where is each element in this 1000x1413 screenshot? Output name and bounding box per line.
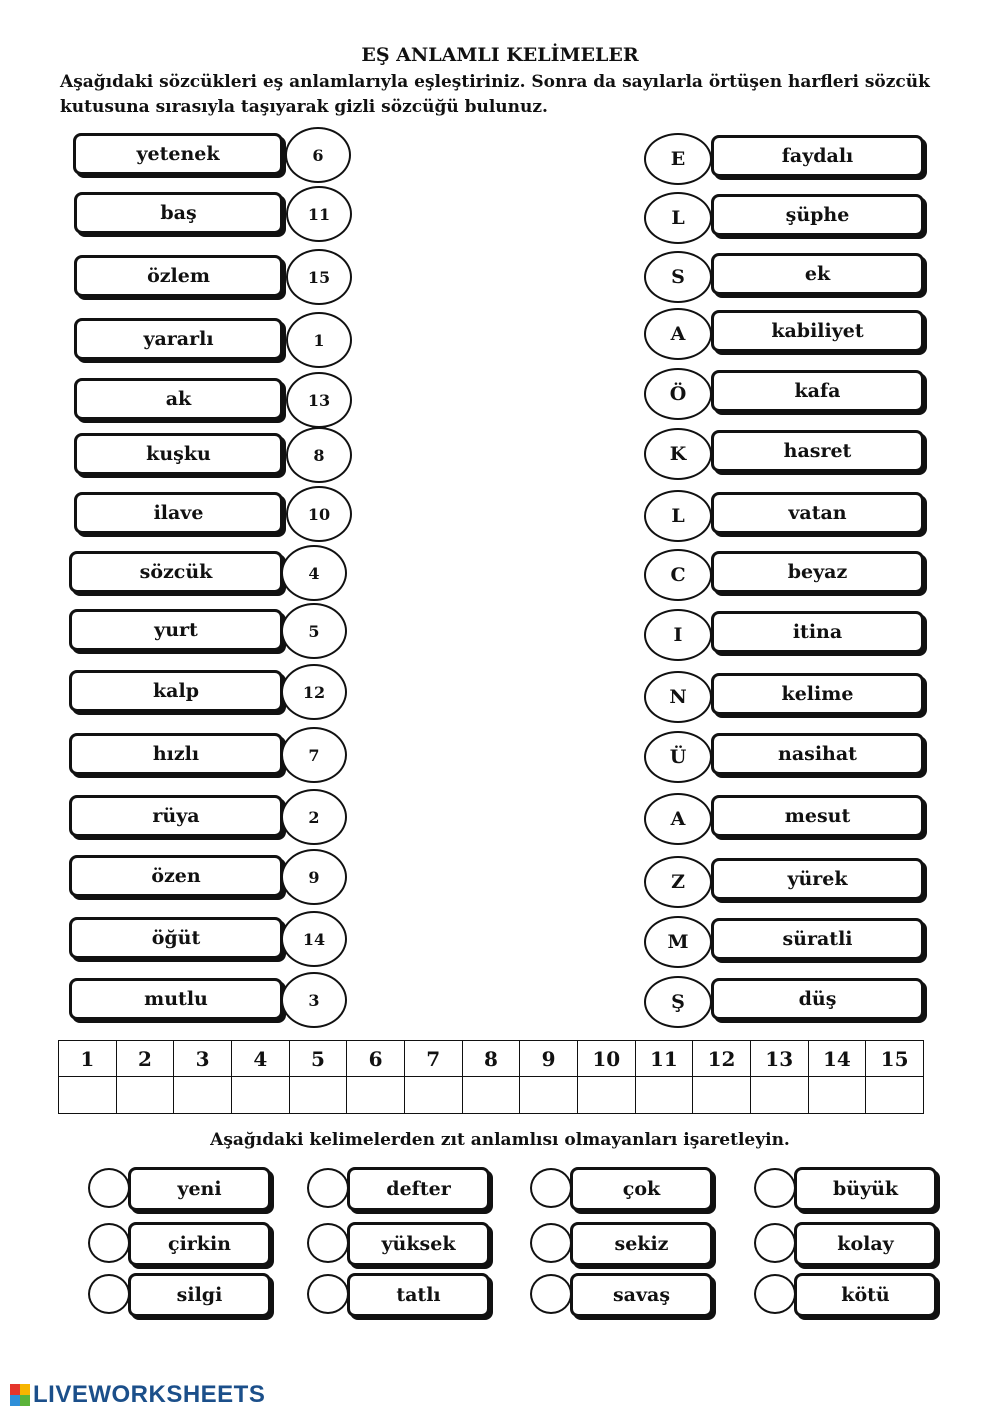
right-word-box: şüphe (711, 194, 924, 236)
antonym-checkbox[interactable] (88, 1223, 130, 1263)
grid-number-cell: 4 (231, 1041, 289, 1077)
left-word-box: hızlı (69, 733, 283, 775)
right-letter-circle: E (644, 133, 712, 185)
antonym-word-box: büyük (794, 1167, 937, 1211)
logo-icon (10, 1384, 30, 1406)
left-word-box: özen (69, 855, 283, 897)
right-letter-circle: L (644, 490, 712, 542)
left-word-box: ilave (74, 492, 283, 534)
antonym-word-box: silgi (128, 1273, 271, 1317)
right-word-box: hasret (711, 430, 924, 472)
antonym-checkbox[interactable] (754, 1168, 796, 1208)
antonym-instruction: Aşağıdaki kelimelerden zıt anlamlısı olmayanları işaretleyin. (210, 1130, 790, 1150)
right-letter-circle: I (644, 609, 712, 661)
left-word-box: yurt (69, 609, 283, 651)
right-letter-circle: Ş (644, 976, 712, 1028)
left-number-circle: 2 (281, 789, 347, 845)
grid-number-cell: 6 (347, 1041, 405, 1077)
grid-answer-cell[interactable] (174, 1077, 232, 1114)
grid-number-cell: 1 (59, 1041, 117, 1077)
antonym-checkbox[interactable] (530, 1168, 572, 1208)
grid-answer-cell[interactable] (808, 1077, 866, 1114)
grid-answer-cell[interactable] (231, 1077, 289, 1114)
grid-number-cell: 11 (635, 1041, 693, 1077)
antonym-word-box: sekiz (570, 1222, 713, 1266)
grid-answer-cell[interactable] (866, 1077, 924, 1114)
antonym-checkbox[interactable] (530, 1223, 572, 1263)
instruction-text: Aşağıdaki sözcükleri eş anlamlarıyla eşleştiriniz. Sonra da sayılarla örtüşen harfleri sözcük kutusuna sırasıyla taşıyarak gizli sözcüğü bulunuz. (60, 72, 930, 117)
right-word-box: itina (711, 611, 924, 653)
grid-answer-cell[interactable] (404, 1077, 462, 1114)
left-number-circle: 11 (286, 186, 352, 242)
left-word-box: baş (74, 192, 283, 234)
right-letter-circle: M (644, 916, 712, 968)
left-number-circle: 12 (281, 664, 347, 720)
left-number-circle: 4 (281, 545, 347, 601)
right-letter-circle: N (644, 671, 712, 723)
antonym-word-box: defter (347, 1167, 490, 1211)
left-number-circle: 14 (281, 911, 347, 967)
grid-number-cell: 15 (866, 1041, 924, 1077)
left-number-circle: 9 (281, 849, 347, 905)
antonym-checkbox[interactable] (88, 1168, 130, 1208)
left-word-box: kuşku (74, 433, 283, 475)
left-word-box: öğüt (69, 917, 283, 959)
left-number-circle: 8 (286, 427, 352, 483)
antonym-word-box: kolay (794, 1222, 937, 1266)
grid-answer-cell[interactable] (577, 1077, 635, 1114)
right-word-box: kelime (711, 673, 924, 715)
left-word-box: özlem (74, 255, 283, 297)
right-letter-circle: L (644, 192, 712, 244)
antonym-word-box: savaş (570, 1273, 713, 1317)
antonym-checkbox[interactable] (307, 1274, 349, 1314)
left-number-circle: 7 (281, 727, 347, 783)
right-word-box: nasihat (711, 733, 924, 775)
antonym-checkbox[interactable] (88, 1274, 130, 1314)
right-word-box: kafa (711, 370, 924, 412)
left-number-circle: 3 (281, 972, 347, 1028)
grid-number-cell: 5 (289, 1041, 347, 1077)
right-word-box: faydalı (711, 135, 924, 177)
grid-number-cell: 13 (750, 1041, 808, 1077)
grid-number-cell: 8 (462, 1041, 520, 1077)
right-word-box: mesut (711, 795, 924, 837)
grid-answer-cell[interactable] (520, 1077, 578, 1114)
grid-answer-cell[interactable] (693, 1077, 751, 1114)
right-letter-circle: C (644, 549, 712, 601)
left-word-box: ak (74, 378, 283, 420)
grid-answer-cell[interactable] (347, 1077, 405, 1114)
grid-number-cell: 10 (577, 1041, 635, 1077)
page-title: EŞ ANLAMLI KELİMELER (361, 44, 639, 66)
antonym-checkbox[interactable] (754, 1274, 796, 1314)
grid-number-cell: 7 (404, 1041, 462, 1077)
left-word-box: sözcük (69, 551, 283, 593)
left-number-circle: 1 (286, 312, 352, 368)
liveworksheets-logo (10, 1381, 265, 1409)
grid-number-cell: 14 (808, 1041, 866, 1077)
grid-number-cell: 2 (116, 1041, 174, 1077)
grid-number-row (59, 1041, 924, 1077)
left-number-circle: 13 (286, 372, 352, 428)
grid-answer-cell[interactable] (289, 1077, 347, 1114)
left-number-circle: 6 (285, 127, 351, 183)
grid-number-cell: 3 (174, 1041, 232, 1077)
grid-answer-cell[interactable] (635, 1077, 693, 1114)
antonym-checkbox[interactable] (307, 1168, 349, 1208)
left-number-circle: 5 (281, 603, 347, 659)
right-word-box: süratli (711, 918, 924, 960)
grid-answer-cell[interactable] (59, 1077, 117, 1114)
antonym-word-box: yüksek (347, 1222, 490, 1266)
grid-answer-cell[interactable] (116, 1077, 174, 1114)
right-letter-circle: K (644, 428, 712, 480)
antonym-checkbox[interactable] (754, 1223, 796, 1263)
right-letter-circle: A (644, 793, 712, 845)
left-word-box: yetenek (73, 133, 283, 175)
grid-number-cell: 12 (693, 1041, 751, 1077)
left-word-box: kalp (69, 670, 283, 712)
left-word-box: mutlu (69, 978, 283, 1020)
right-word-box: kabiliyet (711, 310, 924, 352)
left-word-box: yararlı (74, 318, 283, 360)
grid-answer-cell[interactable] (462, 1077, 520, 1114)
antonym-word-box: tatlı (347, 1273, 490, 1317)
right-letter-circle: Z (644, 856, 712, 908)
right-word-box: vatan (711, 492, 924, 534)
logo-text: LIVEWORKSHEETS (33, 1381, 266, 1408)
right-word-box: düş (711, 978, 924, 1020)
grid-number-cell: 9 (520, 1041, 578, 1077)
grid-answer-cell[interactable] (750, 1077, 808, 1114)
right-word-box: beyaz (711, 551, 924, 593)
antonym-word-box: yeni (128, 1167, 271, 1211)
right-letter-circle: Ü (644, 731, 712, 783)
grid-answer-row (59, 1077, 924, 1114)
left-number-circle: 15 (286, 249, 352, 305)
antonym-word-box: çirkin (128, 1222, 271, 1266)
right-word-box: yürek (711, 858, 924, 900)
right-letter-circle: S (644, 251, 712, 303)
right-word-box: ek (711, 253, 924, 295)
antonym-word-box: kötü (794, 1273, 937, 1317)
right-letter-circle: Ö (644, 368, 712, 420)
answer-grid (58, 1040, 924, 1114)
antonym-checkbox[interactable] (530, 1274, 572, 1314)
antonym-checkbox[interactable] (307, 1223, 349, 1263)
left-number-circle: 10 (286, 486, 352, 542)
antonym-word-box: çok (570, 1167, 713, 1211)
left-word-box: rüya (69, 795, 283, 837)
right-letter-circle: A (644, 308, 712, 360)
